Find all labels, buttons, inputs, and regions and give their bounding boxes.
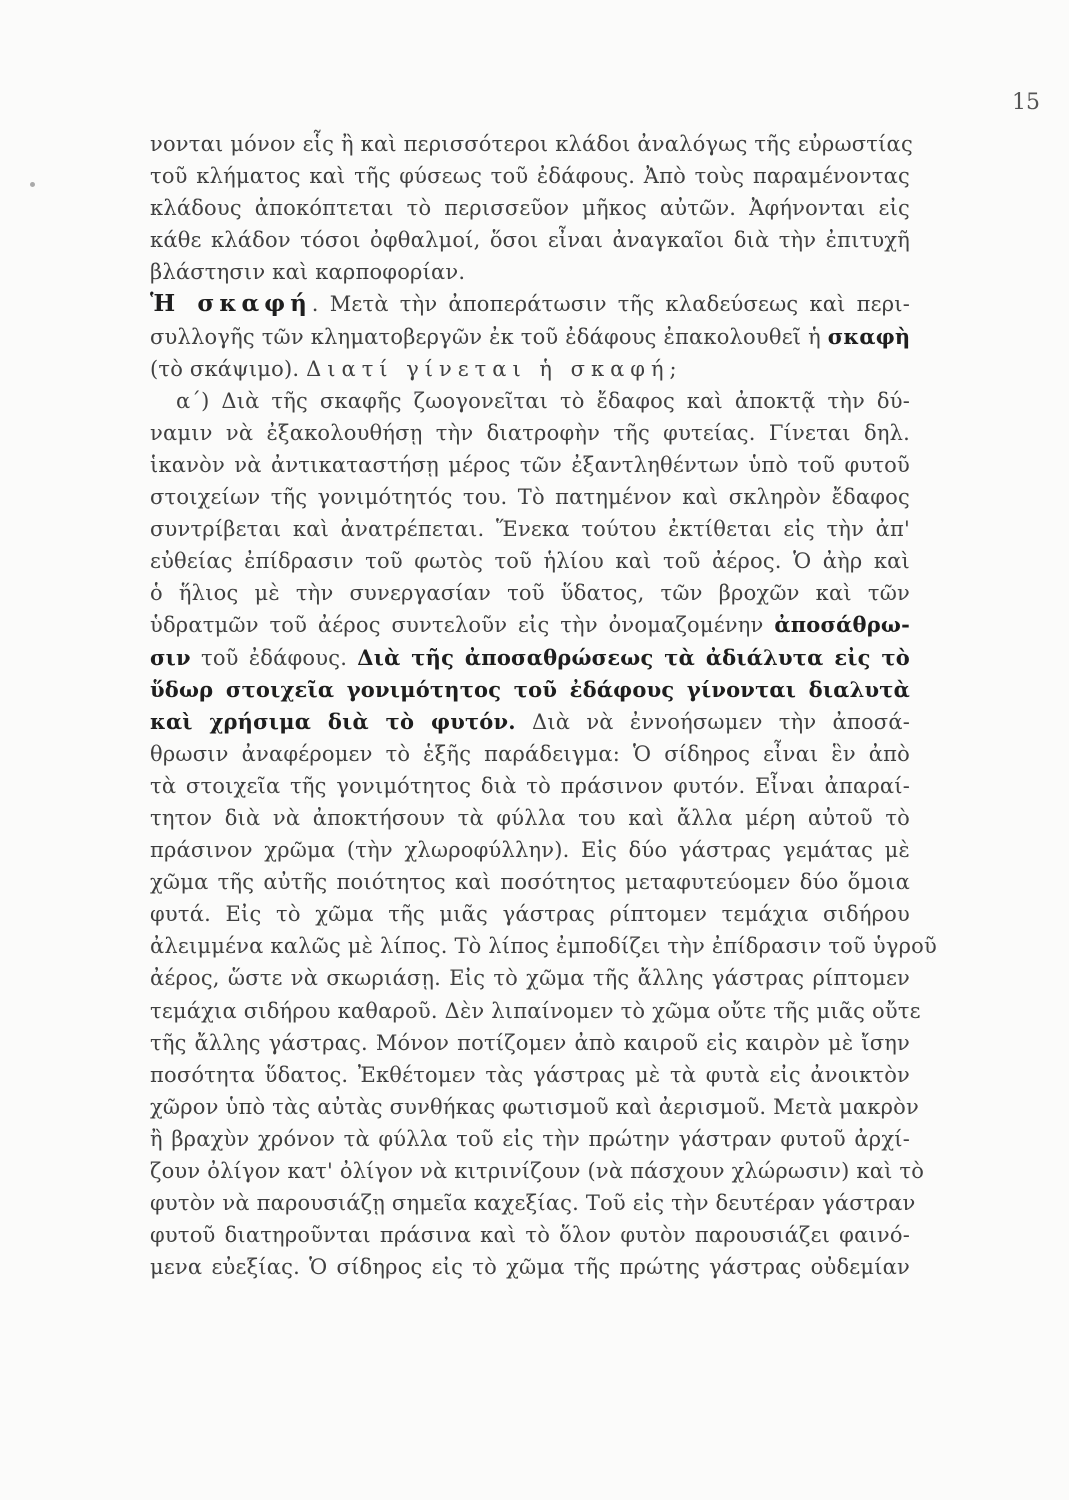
text-segment: τὰ στοιχεῖα τῆς γονιμότητος διὰ τὸ πράσινον φυτόν. Εἶναι ἀπαραί-	[150, 773, 910, 798]
text-segment: τητον διὰ νὰ ἀποκτήσουν τὰ φύλλα του καὶ ἄλλα μέρη αὐτοῦ τὸ	[150, 805, 910, 830]
text-line	[150, 770, 910, 802]
text-segment: κάθε κλάδον τόσοι ὀφθαλμοί, ὅσοι εἶναι ἀναγκαῖοι διὰ τὴν ἐπιτυχῆ	[150, 228, 910, 253]
text-segment: συντρίβεται καὶ ἀνατρέπεται. Ἕνεκα τούτου ἐκτίθεται εἰς τὴν ἀπ'	[150, 517, 910, 542]
text-segment: α΄) Διὰ τῆς σκαφῆς ζωογονεῖται τὸ ἔδαφος καὶ ἀποκτᾷ τὴν δύ-	[176, 388, 910, 413]
text-line	[150, 866, 910, 898]
text-segment: χῶμα τῆς αὐτῆς ποιότητος καὶ ποσότητος μεταφυτεύομεν δύο ὅμοια	[150, 870, 910, 895]
text-segment: συλλογῆς τῶν κληματοβεργῶν ἐκ τοῦ ἐδάφους ἐπακολουθεῖ ἡ	[150, 324, 828, 349]
text-segment: Διὰ νὰ ἐννοήσωμεν τὴν ἀποσά-	[515, 709, 910, 734]
text-line	[150, 577, 910, 609]
text-line	[150, 128, 913, 160]
text-line	[150, 898, 910, 930]
text-line	[150, 995, 921, 1027]
text-line	[150, 1251, 910, 1283]
text-segment: . Μετὰ τὴν ἀποπεράτωσιν τῆς κλαδεύσεως καὶ περι-	[311, 292, 911, 317]
emphasis-text: σιν	[150, 644, 191, 670]
text-segment: τοῦ ἐδάφους.	[190, 645, 358, 670]
emphasis-text: σκαφὴ	[827, 323, 911, 349]
text-segment: ζουν ὀλίγον κατ' ὀλίγον νὰ κιτρινίζουν (νὰ πάσχουν χλώρωσιν) καὶ τὸ	[150, 1159, 925, 1183]
text-segment: βλάστησιν καὶ καρποφορίαν.	[150, 260, 466, 285]
text-line	[150, 385, 910, 417]
text-line	[150, 1027, 910, 1059]
text-segment: ἀλειμμένα καλῶς μὲ λίπος. Τὸ λίπος ἐμποδίζει τὴν ἐπίδρασιν τοῦ ὑγροῦ	[150, 934, 937, 959]
text-segment: φυτὸν νὰ παρουσιάζῃ σημεῖα καχεξίας. Τοῦ εἰς τὴν δευτέραν γάστραν	[150, 1191, 916, 1216]
text-line	[150, 706, 910, 738]
text-line	[150, 224, 910, 256]
emphasis-text: Διατί γίνεται ἡ σκαφή;	[306, 356, 683, 381]
text-line	[150, 609, 910, 641]
text-segment: κλάδους ἀποκόπτεται τὸ περισσεῦον μῆκος αὐτῶν. Ἀφήνονται εἰς	[150, 196, 910, 221]
text-line	[150, 481, 910, 513]
text-line	[150, 288, 910, 320]
text-line	[150, 513, 910, 545]
body-text	[150, 128, 937, 1283]
text-line	[150, 1123, 910, 1155]
text-segment: ὑδρατμῶν τοῦ ἀέρος συντελοῦν εἰς τὴν ὀνομαζομένην	[150, 613, 775, 638]
text-line	[150, 321, 910, 353]
text-line	[150, 802, 910, 834]
text-segment: τεμάχια σιδήρου καθαροῦ. Δὲν λιπαίνομεν τὸ χῶμα οὔτε τῆς μιᾶς οὔτε	[150, 998, 921, 1023]
text-line	[150, 834, 910, 866]
text-segment: ποσότητα ὕδατος. Ἐκθέτομεν τὰς γάστρας μὲ τὰ φυτὰ εἰς ἀνοικτὸν	[150, 1062, 910, 1087]
text-line	[150, 962, 910, 994]
emphasis-text: Διὰ τῆς ἀποσαθρώσεως τὰ ἀδιάλυτα εἰς τὸ	[357, 644, 910, 670]
emphasis-text: ὕδωρ στοιχεῖα γονιμότητος τοῦ ἐδάφους γίνονται διαλυτὰ	[150, 676, 910, 702]
text-segment: θρωσιν ἀναφέρομεν τὸ ἑξῆς παράδειγμα: Ὁ σίδηρος εἶναι ἓν ἀπὸ	[150, 741, 910, 766]
text-line	[150, 256, 910, 288]
text-line	[150, 1155, 925, 1187]
text-segment: μενα εὐεξίας. Ὁ σίδηρος εἰς τὸ χῶμα τῆς πρώτης γάστρας οὐδεμίαν	[150, 1255, 910, 1280]
text-line	[150, 160, 910, 192]
text-line	[150, 417, 910, 449]
text-segment: νονται μόνον εἷς ἢ καὶ περισσότεροι κλάδοι ἀναλόγως τῆς εὐρωστίας	[150, 132, 913, 156]
text-line	[150, 738, 910, 770]
page-number: 15	[1012, 90, 1040, 115]
text-line	[150, 1219, 910, 1251]
text-segment: ναμιν νὰ ἐξακολουθήσῃ τὴν διατροφὴν τῆς φυτείας. Γίνεται δηλ.	[150, 420, 910, 445]
emphasis-text: Ἡ σκαφή	[150, 290, 312, 318]
text-segment: τῆς ἄλλης γάστρας. Μόνον ποτίζομεν ἀπὸ καιροῦ εἰς καιρὸν μὲ ἴσην	[150, 1030, 910, 1055]
text-segment: εὐθείας ἐπίδρασιν τοῦ φωτὸς τοῦ ἡλίου καὶ τοῦ ἀέρος. Ὁ ἀὴρ καὶ	[150, 549, 910, 574]
text-line	[150, 674, 910, 706]
text-segment: φυτά. Εἰς τὸ χῶμα τῆς μιᾶς γάστρας ρίπτομεν τεμάχια σιδήρου	[150, 902, 910, 927]
text-line	[150, 1091, 919, 1123]
text-line	[150, 192, 910, 224]
text-segment: ἢ βραχὺν χρόνον τὰ φύλλα τοῦ εἰς τὴν πρώτην γάστραν φυτοῦ ἀρχί-	[150, 1126, 910, 1151]
text-line	[150, 1187, 916, 1219]
text-segment: ἱκανὸν νὰ ἀντικαταστήσῃ μέρος τῶν ἐξαντληθέντων ὑπὸ τοῦ φυτοῦ	[150, 452, 910, 477]
text-line	[150, 642, 910, 674]
text-segment: στοιχείων τῆς γονιμότητός του. Τὸ πατημένον καὶ σκληρὸν ἔδαφος	[150, 485, 910, 510]
text-segment: πράσινον χρῶμα (τὴν χλωροφύλλην). Εἰς δύο γάστρας γεμάτας μὲ	[150, 838, 910, 863]
text-line	[150, 930, 937, 962]
text-segment: τοῦ κλήματος καὶ τῆς φύσεως τοῦ ἐδάφους. Ἀπὸ τοὺς παραμένοντας	[150, 164, 910, 189]
text-line	[150, 545, 910, 577]
text-segment: ἀέρος, ὥστε νὰ σκωριάσῃ. Εἰς τὸ χῶμα τῆς ἄλλης γάστρας ρίπτομεν	[150, 966, 910, 991]
emphasis-text: ἀποσάθρω-	[774, 612, 910, 638]
text-line	[150, 1059, 910, 1091]
text-line	[150, 353, 910, 385]
text-segment: χῶρον ὑπὸ τὰς αὐτὰς συνθήκας φωτισμοῦ καὶ ἀερισμοῦ. Μετὰ μακρὸν	[150, 1094, 919, 1119]
emphasis-text: καὶ χρήσιμα διὰ τὸ φυτόν.	[150, 708, 516, 734]
text-segment: ὁ ἥλιος μὲ τὴν συνεργασίαν τοῦ ὕδατος, τῶν βροχῶν καὶ τῶν	[150, 581, 910, 606]
text-segment: (τὸ σκάψιμο).	[150, 356, 307, 381]
text-segment: φυτοῦ διατηροῦνται πράσινα καὶ τὸ ὅλον φυτὸν παρουσιάζει φαινό-	[150, 1223, 910, 1248]
text-line	[150, 449, 910, 481]
paper-speck	[30, 182, 35, 187]
